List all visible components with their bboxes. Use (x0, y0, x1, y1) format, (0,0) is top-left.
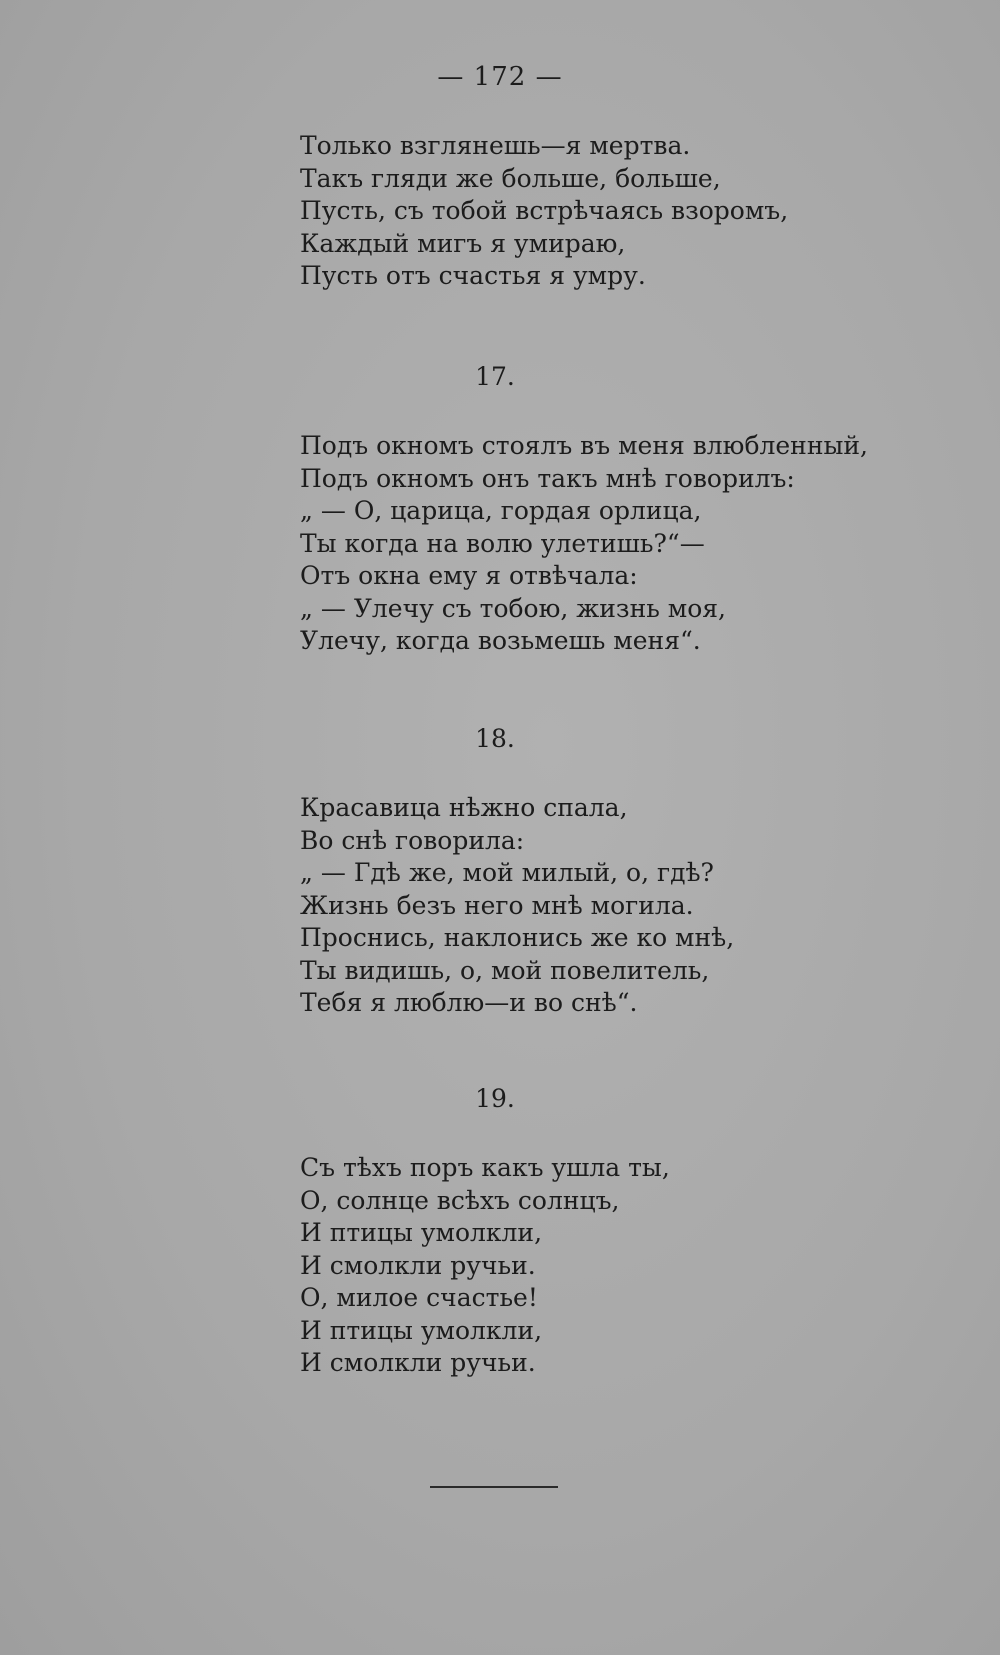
poem-stanza (300, 1152, 670, 1380)
verse-line: Пусть, съ тобой встрѣчаясь взоромъ, (300, 196, 789, 225)
verse-line: Отъ окна ему я отвѣчала: (300, 561, 638, 590)
verse-line: Ты видишь, о, мой повелитель, (300, 955, 710, 985)
verse-line: Только взглянешь—я мертва. (300, 131, 691, 160)
verse-line: Тебя я люблю—и во снѣ“. (300, 988, 638, 1017)
verse-line: И птицы умолкли, (300, 1218, 543, 1247)
verse-line: Съ тѣхъ поръ какъ ушла ты, (300, 1153, 670, 1182)
poem-stanza (300, 430, 868, 658)
verse-line: Улечу, когда возьмешь меня“. (300, 626, 701, 655)
poem-number: 18. (475, 724, 515, 753)
verse-line: Ты когда на волю улетишь?“— (300, 528, 705, 558)
verse-line: „ — О, царица, гордая орлица, (300, 496, 702, 525)
verse-line: Подъ окномъ онъ такъ мнѣ говорилъ: (300, 463, 795, 493)
verse-line: Пусть отъ счастья я умру. (300, 261, 646, 290)
poem-number: 17. (475, 362, 515, 391)
verse-line: „ — Гдѣ же, мой милый, о, гдѣ? (300, 858, 714, 887)
continued-stanza (300, 130, 788, 293)
verse-line: И смолкли ручьи. (300, 1250, 536, 1280)
verse-line: Красавица нѣжно спала, (300, 793, 628, 822)
page-number: — 172 — (437, 62, 563, 92)
end-rule-divider (430, 1486, 558, 1488)
verse-line: „ — Улечу съ тобою, жизнь моя, (300, 593, 727, 623)
verse-line: Во снѣ говорила: (300, 825, 525, 855)
poem-number: 19. (475, 1084, 515, 1113)
poem-stanza (300, 792, 734, 1020)
verse-line: Жизнь безъ него мнѣ могила. (300, 890, 694, 920)
verse-line: Такъ гляди же больше, больше, (300, 163, 721, 193)
verse-line: И смолкли ручьи. (300, 1348, 536, 1377)
verse-line: Подъ окномъ стоялъ въ меня влюбленный, (300, 431, 869, 460)
verse-line: Проснись, наклонись же ко мнѣ, (300, 923, 735, 952)
verse-line: Каждый мигъ я умираю, (300, 228, 626, 258)
verse-line: О, милое счастье! (300, 1283, 538, 1312)
verse-line: И птицы умолкли, (300, 1315, 543, 1345)
verse-line: О, солнце всѣхъ солнцъ, (300, 1185, 620, 1215)
